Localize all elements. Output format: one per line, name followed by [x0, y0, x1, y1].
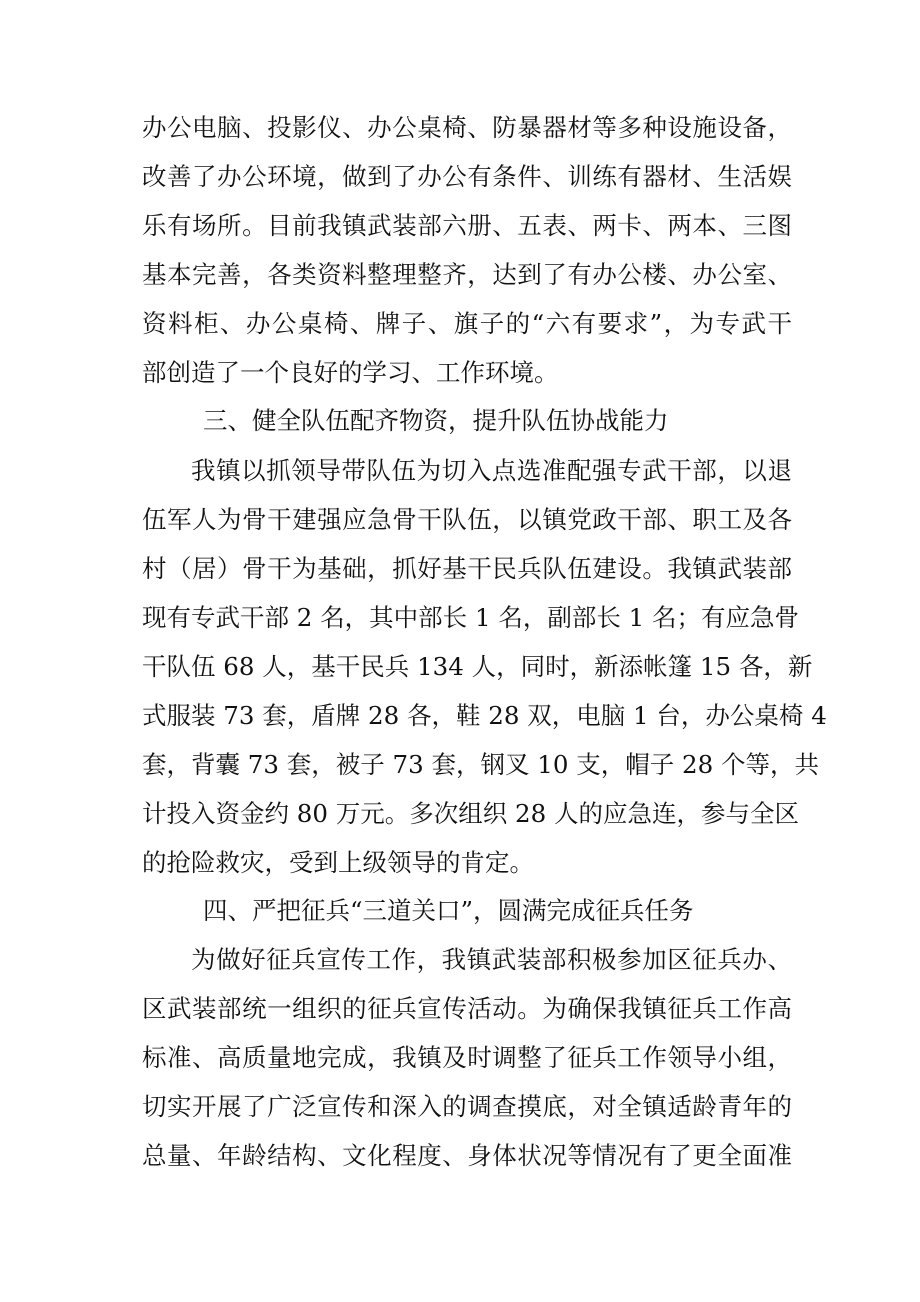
text-line: 乐有场所。目前我镇武装部六册、五表、两卡、两本、三图 — [142, 211, 792, 240]
text-line: 基本完善，各类资料整理整齐，达到了有办公楼、办公室、 — [142, 260, 792, 289]
section-heading: 三、健全队伍配齐物资，提升队伍协战能力 — [203, 406, 669, 435]
text-line: 计投入资金约 80 万元。多次组织 28 人的应急连，参与全区 — [142, 799, 799, 828]
text-line: 部创造了一个良好的学习、工作环境。 — [142, 358, 559, 387]
section-heading: 四、严把征兵“三道关口”，圆满完成征兵任务 — [203, 896, 694, 925]
text-line: 现有专武干部 2 名，其中部长 1 名，副部长 1 名；有应急骨 — [142, 603, 799, 632]
text-line: 干队伍 68 人，基干民兵 134 人，同时，新添帐篷 15 各，新 — [142, 652, 813, 681]
text-line: 改善了办公环境，做到了办公有条件、训练有器材、生活娱 — [142, 162, 792, 191]
text-line: 村（居）骨干为基础，抓好基干民兵队伍建设。我镇武装部 — [142, 554, 792, 583]
text-line: 切实开展了广泛宣传和深入的调查摸底，对全镇适龄青年的 — [142, 1092, 792, 1121]
text-line: 资料柜、办公桌椅、牌子、旗子的“六有要求”，为专武干 — [142, 309, 792, 338]
text-line: 套，背囊 73 套，被子 73 套，钢叉 10 支，帽子 28 个等，共 — [142, 750, 820, 779]
text-line: 伍军人为骨干建强应急骨干队伍，以镇党政干部、职工及各 — [142, 505, 792, 534]
text-line: 标准、高质量地完成，我镇及时调整了征兵工作领导小组， — [142, 1043, 792, 1072]
text-line: 式服装 73 套，盾牌 28 各，鞋 28 双，电脑 1 台，办公桌椅 4 — [142, 701, 827, 730]
text-line: 的抢险救灾，受到上级领导的肯定。 — [142, 848, 534, 877]
text-line: 区武装部统一组织的征兵宣传活动。为确保我镇征兵工作高 — [142, 994, 792, 1023]
text-line: 为做好征兵宣传工作，我镇武装部积极参加区征兵办、 — [191, 945, 792, 974]
text-line: 办公电脑、投影仪、办公桌椅、防暴器材等多种设施设备， — [142, 113, 792, 142]
text-line: 总量、年龄结构、文化程度、身体状况等情况有了更全面准 — [142, 1141, 792, 1170]
text-line: 我镇以抓领导带队伍为切入点选准配强专武干部，以退 — [191, 456, 792, 485]
